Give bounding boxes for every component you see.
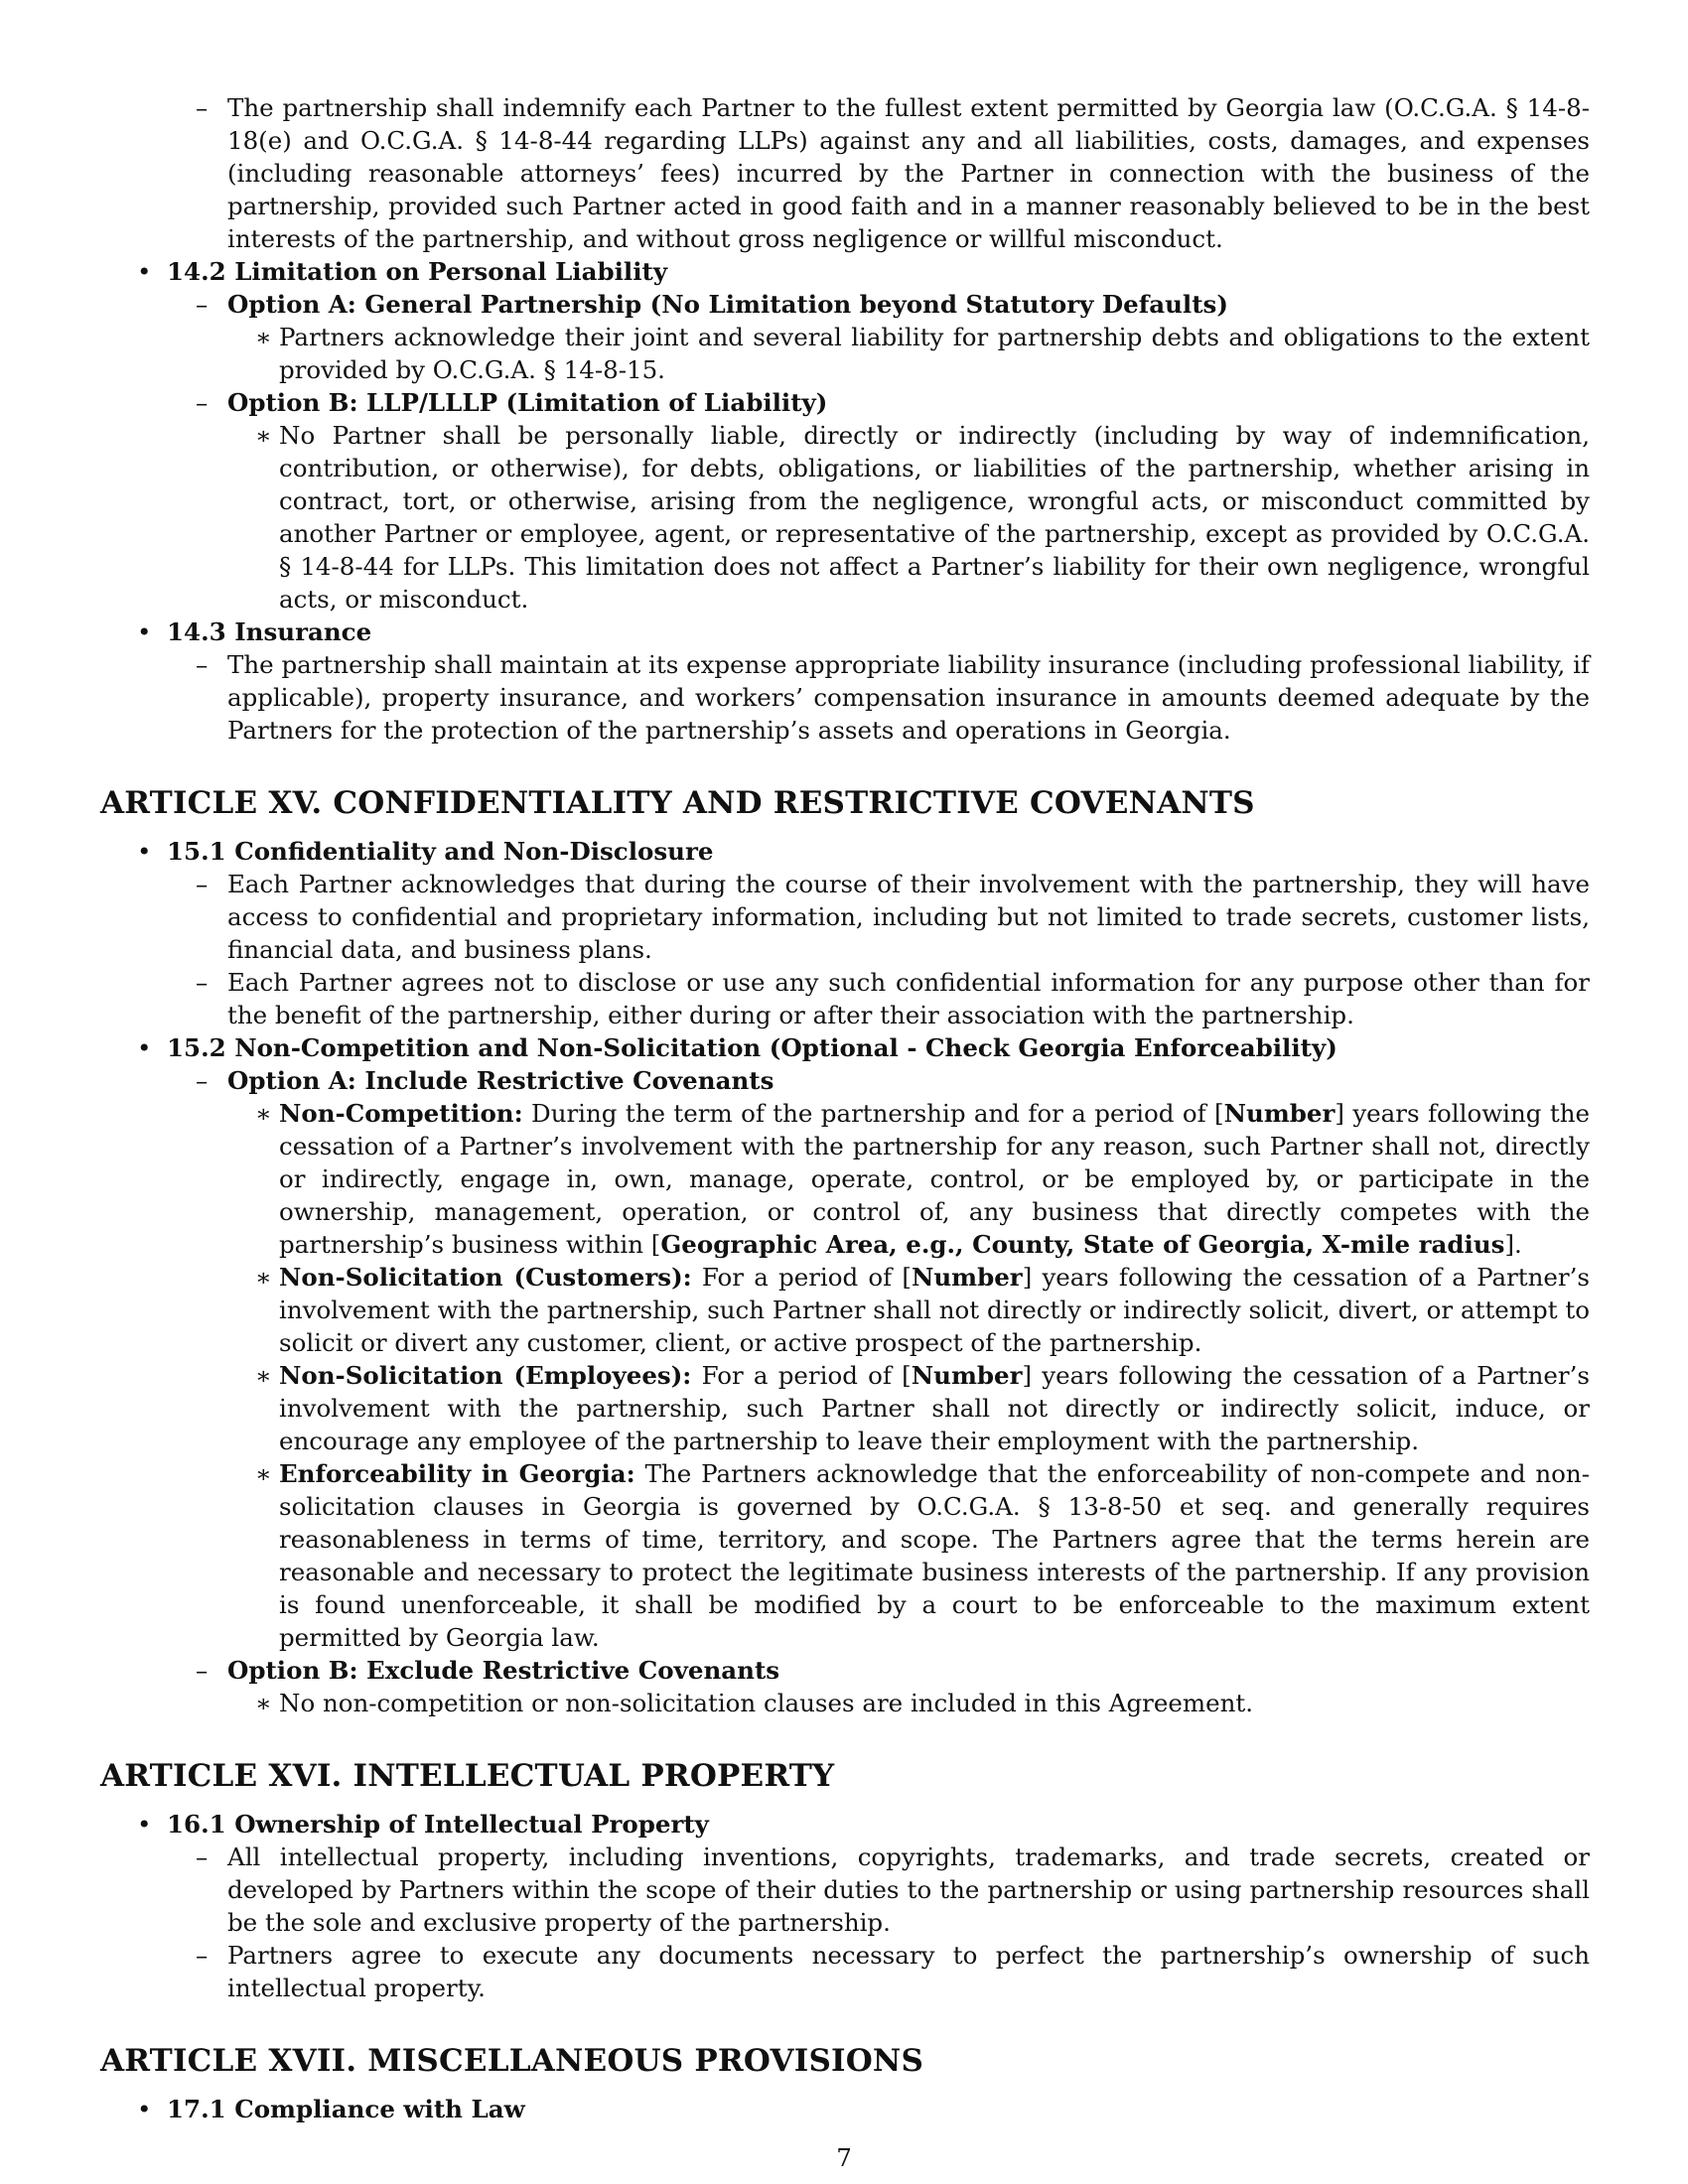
placeholder-geography: Geographic Area, e.g., County, State of Georgia, X-mile radius bbox=[660, 1230, 1505, 1259]
section-heading: 16.1 Ownership of Intellectual Property bbox=[167, 1810, 709, 1839]
non-competition-item bbox=[227, 1097, 1590, 1261]
clause-label: Non-Solicitation (Employees): bbox=[279, 1361, 692, 1390]
list-level-2 bbox=[167, 868, 1590, 1031]
dash-marker: – bbox=[196, 290, 209, 319]
list-level-2 bbox=[100, 91, 1590, 255]
document-body bbox=[100, 91, 1590, 2125]
list-item bbox=[167, 1064, 1590, 1654]
list-level-1 bbox=[100, 91, 1590, 747]
non-solicitation-employees-item bbox=[227, 1359, 1590, 1457]
section-heading: 17.1 Compliance with Law bbox=[167, 2095, 525, 2123]
section-17-1 bbox=[100, 2093, 1590, 2125]
dash-marker: – bbox=[196, 1941, 209, 1970]
list-item bbox=[167, 966, 1590, 1031]
section-heading: 15.1 Confidentiality and Non-Disclosure bbox=[167, 837, 714, 866]
clause-text: The Partners acknowledge that the enforceability of non-compete and non-solicitation clauses in Georgia is governed by O.C.G.A. § 13-8-50 et seq. and generally requires reasonableness in terms of time, territory, and scope. The Partners agree that the terms herein are reasonable and necessary to protect the legitimate business interests of the partnership. If any provision is found unenforceable, it shall be modified by a court to be enforceable to the maximum extent permitted by Georgia law. bbox=[279, 1459, 1590, 1652]
clause-text: For a period of [ bbox=[691, 1361, 912, 1390]
paragraph-text: All intellectual property, including inventions, copyrights, trademarks, and trade secrets, created or developed by Partners within the scope of their duties to the partnership or using partnership resources shall be the sole and exclusive property of the partnership. bbox=[227, 1843, 1590, 1937]
article-heading: ARTICLE XVII. MISCELLANEOUS PROVISIONS bbox=[100, 2043, 924, 2079]
list-item bbox=[100, 91, 1590, 255]
star-marker: ∗ bbox=[255, 323, 272, 351]
dash-marker: – bbox=[196, 1656, 209, 1685]
placeholder-number: Number bbox=[911, 1361, 1023, 1390]
list-item bbox=[227, 321, 1590, 386]
clause-text: ] years following the cessation of a Partner’s involvement with the partnership for any reason, such Partner shall not, directly or indirectly, engage in, own, manage, operate, control, or be employed by, or participate in the ownership, management, operation, or control of, any business that directly competes with the partnership’s business within [ bbox=[279, 1099, 1590, 1259]
list-level-3 bbox=[227, 419, 1590, 615]
paragraph-text: Each Partner agrees not to disclose or use any such confidential information for any purpose other than for the benefit of the partnership, either during or after their association with the partnership. bbox=[227, 968, 1590, 1029]
star-marker: ∗ bbox=[255, 1099, 272, 1128]
star-marker: ∗ bbox=[255, 1361, 272, 1390]
list-level-3 bbox=[227, 321, 1590, 386]
clause-text: During the term of the partnership and for a period of [ bbox=[522, 1099, 1224, 1128]
placeholder-number: Number bbox=[911, 1263, 1023, 1292]
list-level-2 bbox=[167, 288, 1590, 615]
list-level-3 bbox=[227, 1097, 1590, 1654]
option-heading: Option B: Exclude Restrictive Covenants bbox=[227, 1656, 780, 1685]
star-marker: ∗ bbox=[255, 421, 272, 450]
bullet-marker: • bbox=[137, 1810, 152, 1839]
dash-marker: – bbox=[196, 870, 209, 898]
section-heading: 14.3 Insurance bbox=[167, 617, 372, 646]
insurance-text: The partnership shall maintain at its expense appropriate liability insurance (including professional liability, if applicable), property insurance, and workers’ compensation insurance in amounts deemed adequate by the Partners for the protection of the partnership’s assets and operations in Georgia. bbox=[227, 650, 1590, 745]
list-level-2 bbox=[167, 1064, 1590, 1719]
dash-marker: – bbox=[196, 1066, 209, 1095]
list-level-2 bbox=[167, 648, 1590, 747]
list-item bbox=[167, 1841, 1590, 1939]
list-level-1 bbox=[100, 835, 1590, 1719]
list-item bbox=[167, 1939, 1590, 2004]
list-item bbox=[167, 288, 1590, 386]
dash-marker: – bbox=[196, 93, 209, 122]
option-heading: Option A: General Partnership (No Limitation beyond Statutory Defaults) bbox=[227, 290, 1228, 319]
list-item bbox=[167, 1654, 1590, 1719]
clause-text: ]. bbox=[1504, 1230, 1522, 1259]
star-marker: ∗ bbox=[255, 1263, 272, 1292]
non-solicitation-customers-item bbox=[227, 1261, 1590, 1359]
clause-label: Enforceability in Georgia: bbox=[279, 1459, 635, 1488]
list-level-1 bbox=[100, 1808, 1590, 2004]
list-item bbox=[167, 386, 1590, 615]
option-heading: Option A: Include Restrictive Covenants bbox=[227, 1066, 774, 1095]
section-14-3 bbox=[100, 615, 1590, 747]
star-marker: ∗ bbox=[255, 1689, 272, 1717]
option-text: No Partner shall be personally liable, directly or indirectly (including by way of indemnification, contribution, or otherwise), for debts, obligations, or liabilities of the partnership, whether arising in contract, tort, or otherwise, arising from the negligence, wrongful acts, or misconduct committed by another Partner or employee, agent, or representative of the partnership, except as provided by O.C.G.A. § 14-8-44 for LLPs. This limitation does not affect a Partner’s liability for their own negligence, wrongful acts, or misconduct. bbox=[279, 421, 1590, 614]
clause-text: For a period of [ bbox=[691, 1263, 912, 1292]
section-15-2 bbox=[100, 1031, 1590, 1719]
clause-label: Non-Solicitation (Customers): bbox=[279, 1263, 692, 1292]
bullet-marker: • bbox=[137, 617, 152, 646]
bullet-marker: • bbox=[137, 837, 152, 866]
section-14-2 bbox=[100, 255, 1590, 615]
option-text: No non-competition or non-solicitation clauses are included in this Agreement. bbox=[279, 1689, 1254, 1717]
dash-marker: – bbox=[196, 968, 209, 997]
bullet-marker: • bbox=[137, 257, 152, 286]
placeholder-number: Number bbox=[1223, 1099, 1336, 1128]
section-15-1 bbox=[100, 835, 1590, 1031]
bullet-marker: • bbox=[137, 1033, 152, 1062]
list-item bbox=[100, 91, 1590, 255]
section-heading: 15.2 Non-Competition and Non-Solicitation (Optional - Check Georgia Enforceability) bbox=[167, 1033, 1337, 1062]
clause-text: ] years following the cessation of a Partner’s involvement with the partnership, such Partner shall not directly or indirectly solicit, divert, or attempt to solicit or divert any customer, client, or active prospect of the partnership. bbox=[279, 1263, 1590, 1357]
page-number: 7 bbox=[836, 2143, 852, 2172]
option-text: Partners acknowledge their joint and several liability for partnership debts and obligations to the extent provided by O.C.G.A. § 14-8-15. bbox=[279, 323, 1590, 384]
list-item bbox=[167, 868, 1590, 966]
option-heading: Option B: LLP/LLLP (Limitation of Liability) bbox=[227, 388, 828, 417]
clause-text: ] years following the cessation of a Partner’s involvement with the partnership, such Partner shall not directly or indirectly solicit, induce, or encourage any employee of the partnership to leave their employment with the partnership. bbox=[279, 1361, 1590, 1455]
article-heading: ARTICLE XVI. INTELLECTUAL PROPERTY bbox=[100, 1758, 835, 1794]
article-heading: ARTICLE XV. CONFIDENTIALITY AND RESTRICTIVE COVENANTS bbox=[100, 785, 1255, 821]
list-item bbox=[227, 1687, 1590, 1719]
list-item bbox=[167, 648, 1590, 747]
dash-marker: – bbox=[196, 1843, 209, 1871]
clause-label: Non-Competition: bbox=[279, 1099, 523, 1128]
list-level-1 bbox=[100, 2093, 1590, 2125]
enforceability-item bbox=[227, 1457, 1590, 1654]
indemnification-text: The partnership shall indemnify each Partner to the fullest extent permitted by Georgia law (O.C.G.A. § 14-8-18(e) and O.C.G.A. § 14-8-44 regarding LLPs) against any and all liabilities, costs, damages, and expenses (including reasonable attorneys’ fees) incurred by the Partner in connection with the business of the partnership, provided such Partner acted in good faith and in a manner reasonably believed to be in the best interests of the partnership, and without gross negligence or willful misconduct. bbox=[227, 93, 1590, 253]
star-marker: ∗ bbox=[255, 1459, 272, 1488]
section-16-1 bbox=[100, 1808, 1590, 2004]
dash-marker: – bbox=[196, 650, 209, 679]
paragraph-text: Partners agree to execute any documents necessary to perfect the partnership’s ownership of such intellectual property. bbox=[227, 1941, 1590, 2002]
dash-marker: – bbox=[196, 388, 209, 417]
paragraph-text: Each Partner acknowledges that during the course of their involvement with the partnership, they will have access to confidential and proprietary information, including but not limited to trade secrets, customer lists, financial data, and business plans. bbox=[227, 870, 1590, 964]
list-level-2 bbox=[167, 1841, 1590, 2004]
list-level-3 bbox=[227, 1687, 1590, 1719]
list-item bbox=[227, 419, 1590, 615]
bullet-marker: • bbox=[137, 2095, 152, 2123]
section-heading: 14.2 Limitation on Personal Liability bbox=[167, 257, 668, 286]
